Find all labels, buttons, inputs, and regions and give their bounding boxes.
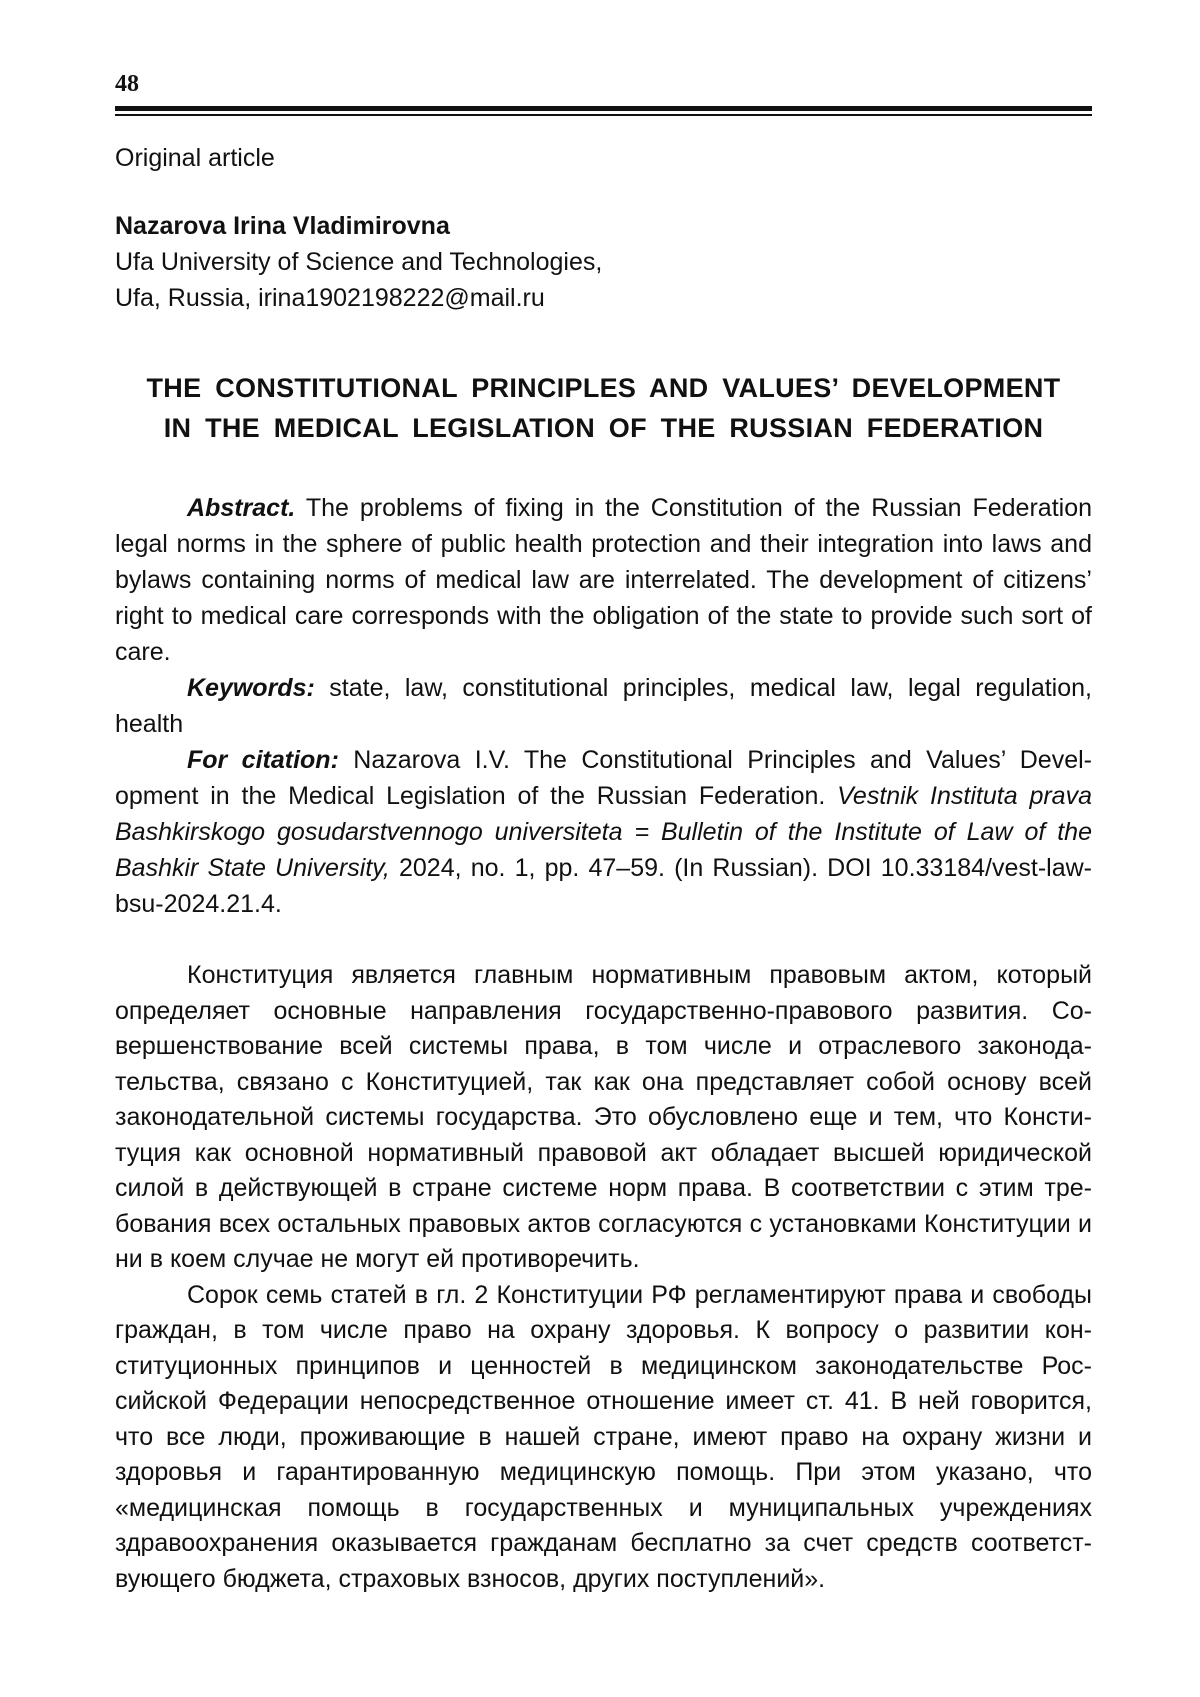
- article-title: [115, 368, 1092, 448]
- citation-label: For citation:: [187, 746, 339, 774]
- article-title-line-1: THE CONSTITUTIONAL PRINCIPLES AND VALUES’ DEVELOPMENT: [146, 373, 1061, 403]
- author-affiliation: Ufa University of Science and Technologies,: [115, 248, 603, 276]
- citation-journal: Vestnik Instituta prava Bashkirskogo gosudarstvennogo universiteta = Bulletin of the Institute of Law of the Bashkir State University,: [115, 782, 1092, 882]
- body-text: [115, 958, 1092, 1597]
- keywords-text: state, law, constitutional principles, medical law, legal regulation, health: [115, 674, 1092, 738]
- author-location-email: Ufa, Russia, irina1902198222@mail.ru: [115, 284, 545, 312]
- page-number: 48: [115, 71, 139, 97]
- keywords-label: Keywords:: [187, 674, 315, 702]
- header-rule: [115, 106, 1092, 116]
- body-paragraph-1: Конституция является главным нормативным правовым актом, который определяет основные направления государственно-правового развития. Совершенствование всей системы права, в том числе и отраслевого законодательства, связано с Конституцией, так как она представляет собой основу всей законодательной системы государства. Это обусловлено еще и тем, что Конституция как основной нормативный правовой акт обладает высшей юридической силой в действующей в стране системе норм права. В соответствии с этим требования всех остальных правовых актов согласуются с установками Конституции и ни в коем случае не могут ей противоречить.: [115, 961, 1092, 1273]
- body-paragraph-2: Сорок семь статей в гл. 2 Конституции РФ регламентируют права и свободы граждан, в том числе право на охрану здоровья. К вопросу о развитии конституционных принципов и ценностей в медицинском законодательстве Российской Федерации непосредственное отношение имеет ст. 41. В ней говорится, что все люди, проживающие в нашей стране, имеют право на охрану жизни и здоровья и гарантированную медицинскую помощь. При этом указано, что «медицинская помощь в государственных и муниципальных учреждениях здравоохранения оказывается гражданам бесплатно за счет средств соответствующего бюджета, страховых взносов, других поступлений».: [115, 1280, 1092, 1593]
- citation-details: 2024, no. 1, pp. 47–59. (In Russian). DOI 10.33184/vest-law-bsu-2024.21.4.: [115, 854, 1092, 918]
- article-title-line-2: IN THE MEDICAL LEGISLATION OF THE RUSSIAN FEDERATION: [163, 413, 1044, 443]
- abstract-text: The problems of fixing in the Constitution of the Russian Federation legal norms in the sphere of public health protection and their integration into laws and bylaws containing norms of medical law are interrelated. The development of citizens’ right to medical care corresponds with the obligation of the state to provide such sort of care.: [115, 494, 1092, 666]
- abstract-block: [115, 490, 1092, 922]
- citation-text: Nazarova I.V. The Constitutional Principles and Values’ Development in the Medical Legislation of the Russian Federation.: [115, 746, 1092, 810]
- abstract-label: Abstract.: [187, 494, 296, 522]
- header-rule-thin: [115, 114, 1092, 116]
- article-type: Original article: [115, 144, 275, 172]
- keywords-paragraph: [115, 670, 1092, 742]
- abstract-paragraph: [115, 490, 1092, 670]
- page-content: [115, 70, 1092, 1597]
- author-block: [115, 208, 1092, 316]
- author-name: Nazarova Irina Vladimirovna: [115, 212, 450, 240]
- citation-paragraph: [115, 742, 1092, 922]
- header-rule-thick: [115, 106, 1092, 111]
